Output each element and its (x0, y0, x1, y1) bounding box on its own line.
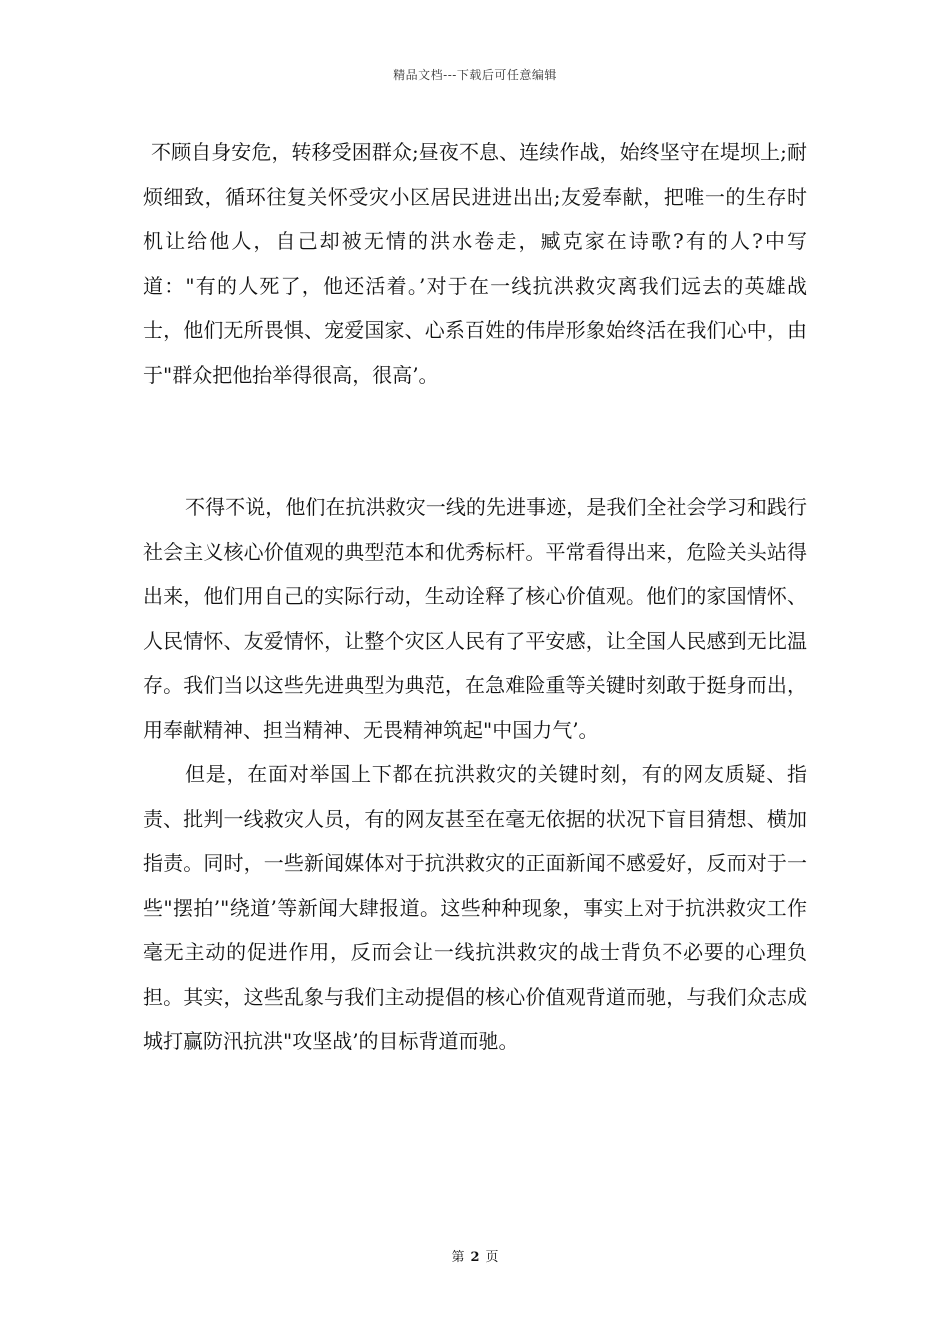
paragraph-spacer (143, 397, 807, 485)
page-footer (0, 1246, 950, 1265)
page-number-suffix: 页 (485, 1250, 499, 1265)
page-header: 精品文档---下载后可任意编辑 (393, 68, 557, 82)
document-body (143, 130, 807, 1064)
page-number: 2 (470, 1250, 480, 1265)
paragraph-3: 但是，在面对举国上下都在抗洪救灾的关键时刻，有的网友质疑、指责、批判一线救灾人员，有的网友甚至在毫无依据的状况下盲目猜想、横加指责。同时，一些新闻媒体对于抗洪救灾的正面新闻不感爱好，反而对于一些"摆拍’"绕道’等新闻大肆报道。这些种种现象，事实上对于抗洪救灾工作毫无主动的促进作用，反而会让一线抗洪救灾的战士背负不必要的心理负担。其实，这些乱象与我们主动提倡的核心价值观背道而驰，与我们众志成城打赢防汛抗洪"攻坚战’的目标背道而驰。 (143, 762, 807, 1053)
page-number-prefix: 第 (451, 1250, 465, 1265)
paragraph-1: 不顾自身安危，转移受困群众;昼夜不息、连续作战，始终坚守在堤坝上;耐烦细致，循环往复关怀受灾小区居民进进出出;友爱奉献，把唯一的生存时机让给他人，自己却被无情的洪水卷走，臧克家在诗歌?有的人?中写道："有的人死了，他还活着。’对于在一线抗洪救灾离我们远去的英雄战士，他们无所畏惧、宠爱国家、心系百姓的伟岸形象始终活在我们心中，由于"群众把他抬举得很高，很高’。 (143, 140, 807, 387)
paragraph-2: 不得不说，他们在抗洪救灾一线的先进事迹，是我们全社会学习和践行社会主义核心价值观的典型范本和优秀标杆。平常看得出来，危险关头站得出来，他们用自己的实际行动，生动诠释了核心价值观。他们的家国情怀、人民情怀、友爱情怀，让整个灾区人民有了平安感，让全国人民感到无比温存。我们当以这些先进典型为典范，在急难险重等关键时刻敢于挺身而出，用奉献精神、担当精神、无畏精神筑起"中国力气’。 (143, 495, 807, 742)
